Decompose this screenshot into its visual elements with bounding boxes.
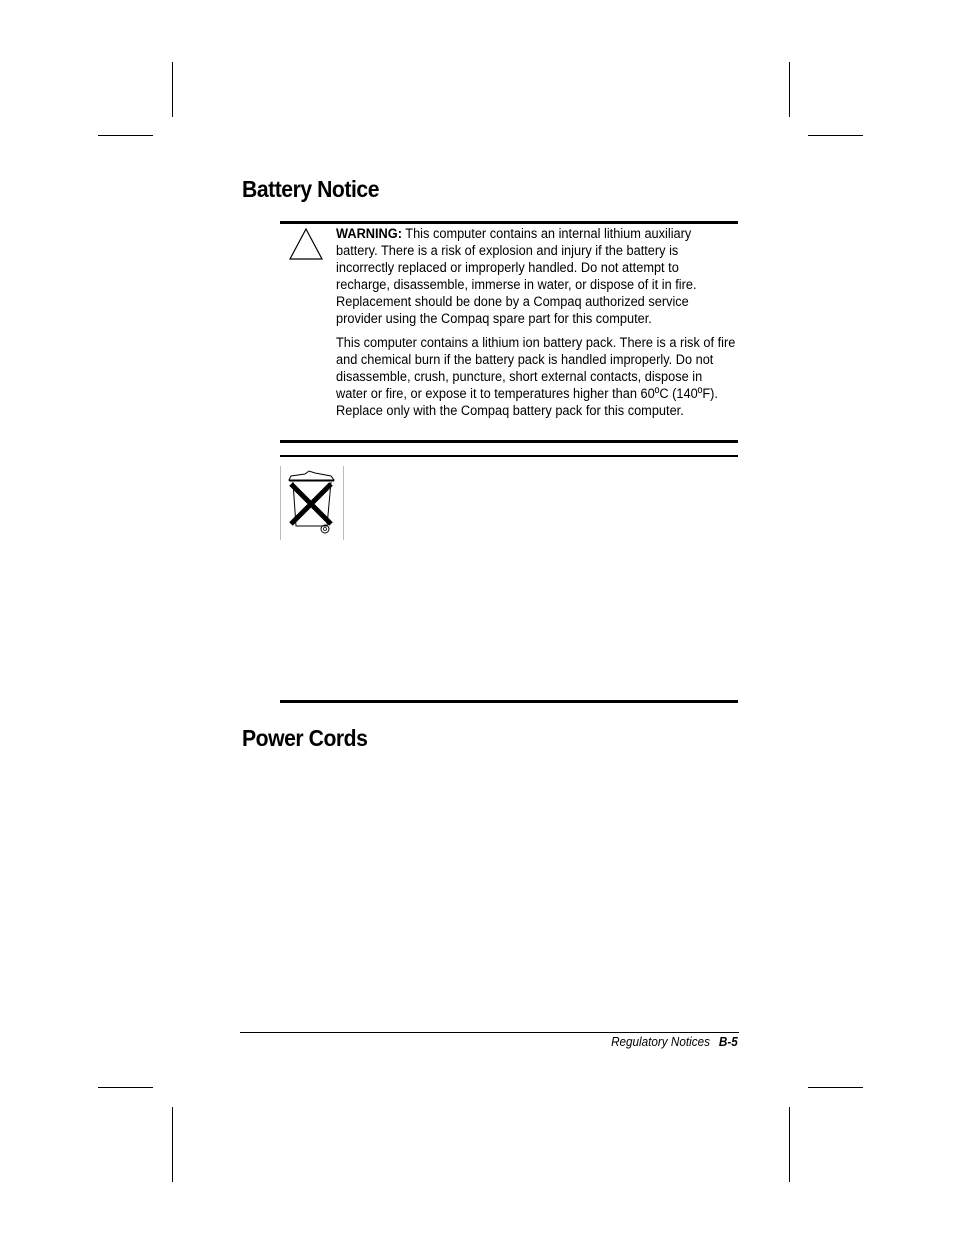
battery-pack-paragraph: This computer contains a lithium ion battery pack. There is a risk of fire and chemical burn if the battery pack is handled improperly. Do not disassemble, crush, puncture, short external contacts, dispose in water or fire, or expose it to temperatures higher than 60ºC (140ºF). Replace only with the Compaq battery pack for this computer. <box>336 335 736 419</box>
crop-mark-top-left-horizontal <box>98 135 153 136</box>
disposal-symbol-box <box>280 466 344 540</box>
warning-paragraph <box>336 226 736 328</box>
page-footer <box>611 1034 738 1049</box>
crop-mark-bottom-right-horizontal <box>808 1087 863 1088</box>
battery-notice-heading: Battery Notice <box>242 176 380 202</box>
footer-rule <box>240 1032 739 1033</box>
crop-mark-top-right-horizontal <box>808 135 863 136</box>
disposal-top-rule <box>280 455 738 457</box>
crop-mark-top-left-vertical <box>172 62 173 117</box>
disposal-bottom-rule <box>280 700 738 703</box>
crop-mark-bottom-right-vertical <box>789 1107 790 1182</box>
crop-mark-top-right-vertical <box>789 62 790 117</box>
crossed-out-wheelie-bin-icon <box>281 466 343 540</box>
crop-mark-bottom-left-vertical <box>172 1107 173 1182</box>
footer-section-title: Regulatory Notices <box>611 1034 711 1049</box>
warning-triangle-icon <box>288 227 324 261</box>
power-cords-heading: Power Cords <box>242 725 368 751</box>
footer-page-number: B-5 <box>719 1034 738 1049</box>
warning-text: This computer contains an internal lithium auxiliary battery. There is a risk of explosion and injury if the battery is incorrectly replaced or improperly handled. Do not attempt to recharge, disassemble, immerse in water, or dispose of it in fire. Replacement should be done by a Compaq authorized service provider using the Compaq spare part for this computer. <box>336 226 697 327</box>
warning-bottom-rule <box>280 440 738 443</box>
warning-top-rule <box>280 221 738 224</box>
crop-mark-bottom-left-horizontal <box>98 1087 153 1088</box>
warning-label: WARNING: <box>336 226 402 242</box>
